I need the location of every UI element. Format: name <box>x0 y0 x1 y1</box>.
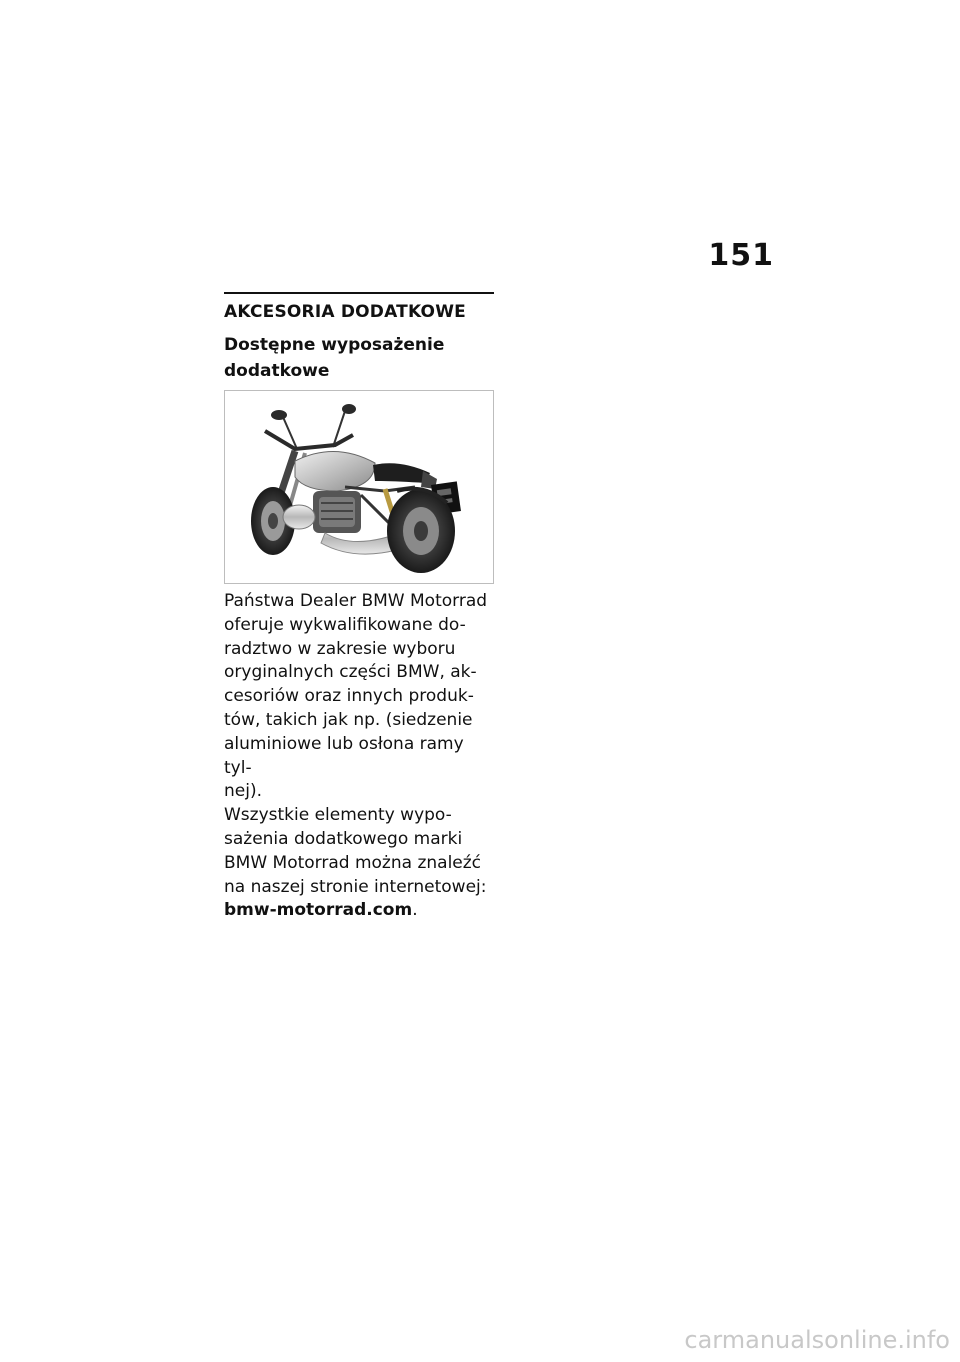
subsection-title-line2: dodatkowe <box>224 361 330 381</box>
subsection-title-line1: Dostępne wyposażenie <box>224 335 445 355</box>
para1-line: nej). <box>224 781 262 802</box>
para1-line: oferuje wykwalifikowane do- <box>224 614 466 635</box>
para1-line: tów, takich jak np. (siedzenie <box>224 709 473 730</box>
section-title: AKCESORIA DODATKOWE <box>224 302 466 322</box>
para1-line: radztwo w zakresie wyboru <box>224 638 456 659</box>
paragraph-website <box>224 804 494 923</box>
website-link[interactable]: bmw-motorrad.com <box>224 900 413 921</box>
para1-line: cesoriów oraz innych produk- <box>224 686 474 707</box>
para2-line: BMW Motorrad można znaleźć <box>224 852 482 873</box>
para1-line: Państwa Dealer BMW Motorrad <box>224 591 488 611</box>
page-number: 151 <box>708 238 774 273</box>
paragraph-dealer <box>224 590 494 804</box>
para1-line: aluminiowe lub osłona ramy tyl- <box>224 733 464 778</box>
para2-line: Wszystkie elementy wypo- <box>224 805 452 826</box>
motorcycle-icon <box>225 391 493 583</box>
para2-line: sażenia dodatkowego marki <box>224 828 463 849</box>
para1-line: oryginalnych części BMW, ak- <box>224 662 477 683</box>
content-column <box>224 292 494 923</box>
watermark: carmanualsonline.info <box>684 1326 950 1354</box>
subsection-title <box>224 332 494 384</box>
section-rule <box>224 292 494 294</box>
link-suffix: . <box>412 900 418 921</box>
para2-line: na naszej stronie internetowej: <box>224 876 487 897</box>
motorcycle-figure <box>224 390 494 584</box>
